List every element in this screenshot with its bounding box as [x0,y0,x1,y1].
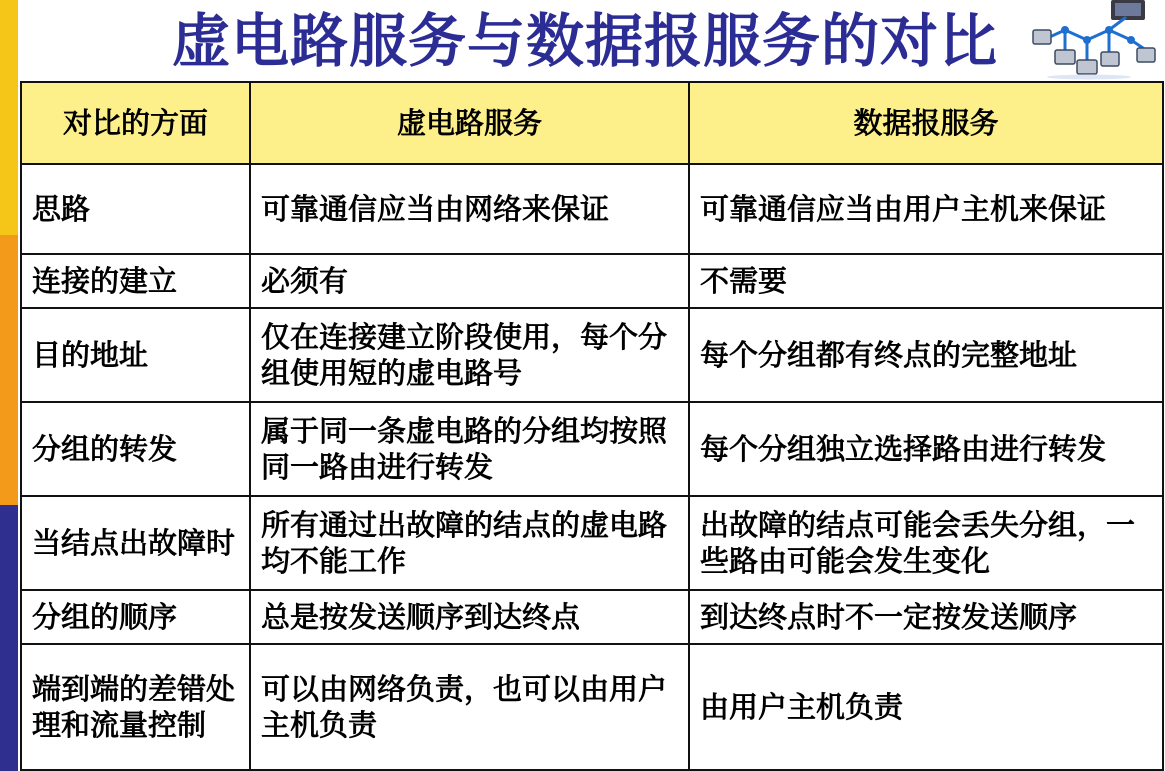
row-aspect: 端到端的差错处理和流量控制 [21,644,250,770]
row-virtual-circuit: 可靠通信应当由网络来保证 [250,164,689,254]
table-header-row [21,82,1163,164]
table-row [21,254,1163,308]
table-row [21,644,1163,770]
row-virtual-circuit: 必须有 [250,254,689,308]
header-virtual-circuit: 虚电路服务 [250,82,689,164]
accent-bar-orange [0,235,18,505]
header-datagram: 数据报服务 [689,82,1163,164]
row-aspect: 当结点出故障时 [21,496,250,590]
table-row [21,164,1163,254]
row-virtual-circuit: 所有通过出故障的结点的虚电路均不能工作 [250,496,689,590]
row-datagram: 不需要 [689,254,1163,308]
row-datagram: 出故障的结点可能会丢失分组，一些路由可能会发生变化 [689,496,1163,590]
accent-bar-yellow [0,0,18,235]
row-aspect: 连接的建立 [21,254,250,308]
page-title: 虚电路服务与数据报服务的对比 [171,7,998,75]
comparison-table [20,81,1164,771]
table-row [21,496,1163,590]
row-datagram: 每个分组独立选择路由进行转发 [689,402,1163,496]
row-aspect: 分组的顺序 [21,590,250,644]
row-virtual-circuit: 属于同一条虚电路的分组均按照同一路由进行转发 [250,402,689,496]
table-row [21,590,1163,644]
table-row [21,308,1163,402]
row-virtual-circuit: 可以由网络负责，也可以由用户主机负责 [250,644,689,770]
network-topology-icon [1025,0,1157,80]
row-datagram: 由用户主机负责 [689,644,1163,770]
row-virtual-circuit: 总是按发送顺序到达终点 [250,590,689,644]
row-aspect: 分组的转发 [21,402,250,496]
row-aspect: 思路 [21,164,250,254]
row-aspect: 目的地址 [21,308,250,402]
row-datagram: 可靠通信应当由用户主机来保证 [689,164,1163,254]
table-row [21,402,1163,496]
row-virtual-circuit: 仅在连接建立阶段使用，每个分组使用短的虚电路号 [250,308,689,402]
row-datagram: 到达终点时不一定按发送顺序 [689,590,1163,644]
row-datagram: 每个分组都有终点的完整地址 [689,308,1163,402]
header-aspect: 对比的方面 [21,82,250,164]
accent-bar-navy [0,505,18,771]
